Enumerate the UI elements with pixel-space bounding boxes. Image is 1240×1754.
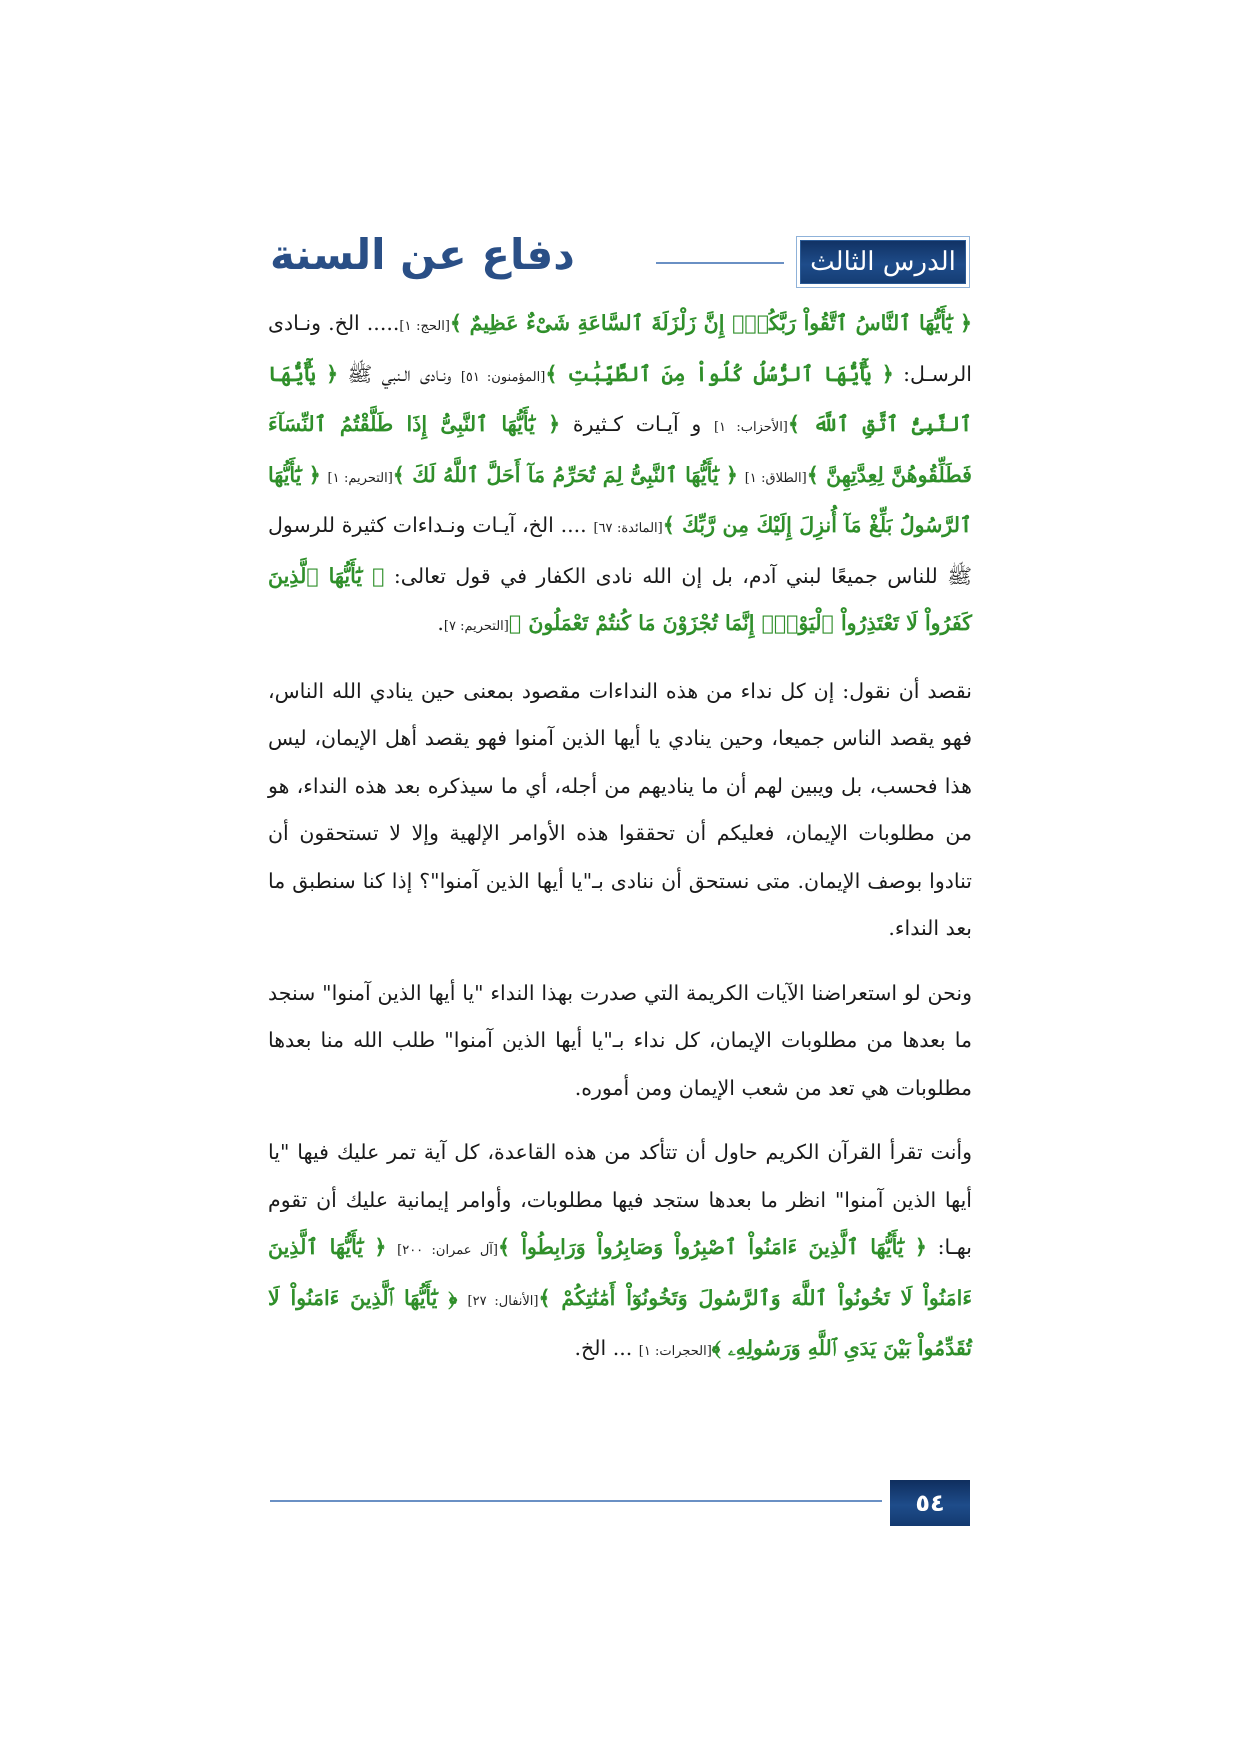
quran-verse: ﴿ يَٰٓأَيُّهَا ٱلرَّسُولُ بَلِّغْ مَآ أُنزِلَ إِلَيْكَ مِن رَّبِّكَ ﴾ bbox=[268, 462, 973, 537]
quran-verse: ﴿ يَٰٓأَيُّهَا ٱلَّذِينَ كَفَرُواْ لَا تَعْتَذِرُواْ ٱلْيَوْمَۖ إِنَّمَا تُجْزَوْنَ مَا كُنتُمْ تَعْمَلُونَ ﴾ bbox=[268, 563, 972, 635]
body-text: وأنت تقرأ القرآن الكريم حاول أن تتأكد من هذه القاعدة، كل آية تمر عليك فيها "يا أيها الذين آمنوا" انظر ما بعدها ستجد فيها مطلوبات، وأوامر إيمانية عليك أن تقوم بهـا: bbox=[268, 1140, 972, 1259]
footer-divider bbox=[270, 1500, 882, 1502]
verse-reference: [التحريم: ٧] bbox=[443, 619, 509, 634]
page-footer bbox=[270, 1480, 970, 1528]
quran-verse: ﴿ يَٰٓأَيُّهَا ٱلرُّسُلُ كُلُواْ مِنَ ٱلطَّيِّبَٰتِ ﴾ bbox=[545, 361, 894, 386]
paragraph-reading bbox=[268, 1129, 972, 1376]
body-text: . bbox=[437, 611, 444, 635]
header-divider bbox=[656, 262, 784, 264]
body-text bbox=[321, 463, 328, 487]
quran-verse: ﴿ يَٰٓأَيُّهَا ٱلنَّاسُ ٱتَّقُواْ رَبَّكُمْۚ إِنَّ زَلْزَلَةَ ٱلسَّاعَةِ شَىْءٌ عَظِيمٌ ﴾ bbox=[449, 311, 972, 335]
quran-verse: ﴿ يَٰٓأَيُّهَا ٱلَّذِينَ ءَامَنُواْ لَا تَخُونُواْ ٱللَّهَ وَٱلرَّسُولَ وَتَخُونُوٓاْ أَمَٰنَٰتِكُمْ ﴾ bbox=[268, 1235, 972, 1310]
body-text: .... الخ، آيـات ونـداءات كثيرة للرسول ﷺ للناس جميعًا لبني آدم، بل إن الله نادى الكفار في قول تعالى: bbox=[268, 513, 972, 588]
quran-verse: ﴿ يَٰٓأَيُّهَا ٱلنَّبِىُّ ٱتَّقِ ٱللَّهَ ﴾ bbox=[268, 361, 972, 436]
body-text: ونـادى الـنبي ﷺ bbox=[338, 361, 461, 386]
quran-verse: ﴿ يَٰٓأَيُّهَا ٱلَّذِينَ ءَامَنُواْ ٱصْبِرُواْ وَصَابِرُواْ وَرَابِطُواْ ﴾ bbox=[497, 1235, 927, 1259]
body-text: و آيـات كـثيرة bbox=[560, 412, 714, 436]
quran-verse: ﴿ يَٰٓأَيُّهَا ٱلنَّبِىُّ لِمَ تُحَرِّمُ مَآ أَحَلَّ ٱللَّهُ لَكَ ﴾ bbox=[392, 462, 738, 487]
verse-reference: [آل عمران: ٢٠٠] bbox=[397, 1243, 498, 1258]
verse-reference: [المائدة: ٦٧] bbox=[593, 521, 663, 536]
verse-reference: [المؤمنون: ٥١] bbox=[460, 369, 546, 385]
verse-reference: [الحج: ١] bbox=[399, 319, 450, 334]
lesson-badge: الدرس الثالث bbox=[796, 236, 970, 288]
page-header bbox=[270, 230, 970, 288]
body-text bbox=[457, 1286, 467, 1310]
quran-verse: ﴿ يَٰٓأَيُّهَا ٱلنَّبِىُّ إِذَا طَلَّقْتُمُ ٱلنِّسَآءَ فَطَلِّقُوهُنَّ لِعِدَّتِهِنَّ ﴾ bbox=[268, 412, 972, 487]
paragraph-verses bbox=[268, 300, 972, 651]
paragraph-review: ونحن لو استعراضنا الآيات الكريمة التي صدرت بهذا النداء "يا أيها الذين آمنوا" سنجد ما بعدها من مطلوبات الإيمان، كل نداء بـ"يا أيها الذين آمنوا" طلب الله منا بعدها مطلوبات هي تعد من شعب الإيمان ومن أموره. bbox=[268, 980, 972, 1100]
verse-reference: [الأحزاب: ١] bbox=[713, 420, 788, 435]
verse-reference: [الطلاق: ١] bbox=[744, 470, 807, 486]
body-text: ..... الخ. ونـادى الرسـل: bbox=[268, 311, 973, 386]
quran-verse: ﴿ يَٰٓأَيُّهَا ٱلَّذِينَ ءَامَنُواْ لَا تُقَدِّمُواْ بَيْنَ يَدَىِ ٱللَّهِ وَرَسُولِهِۦ ﴾ bbox=[268, 1285, 972, 1360]
page-content bbox=[268, 300, 972, 1376]
verse-reference: [الحجرات: ١] bbox=[638, 1344, 712, 1359]
verse-reference: [التحريم: ١] bbox=[327, 470, 393, 486]
paragraph-intent: نقصد أن نقول: إن كل نداء من هذه النداءات مقصود بمعنى حين ينادي الله الناس، فهو يقصد الناس جميعا، وحين ينادي يا أيها الذين آمنوا فهو يقصد أهل الإيمان، ليس هذا فحسب، بل ويبين لهم أن ما يناديهم من أجله، أي ما سيذكره بعد هذه النداء، هو من مطلوبات الإيمان، فعليكم أن تحققوا هذه الأوامر الإلهية وإلا لا تستحقون أن تنادوا بوصف الإيمان. متى نستحق أن ننادى بـ"يا أيها الذين آمنوا"؟ إذا كنا سنطبق ما بعد النداء. bbox=[268, 678, 972, 940]
book-title: دفاع عن السنة bbox=[270, 230, 575, 279]
page-number: ٥٤ bbox=[890, 1480, 970, 1526]
body-text bbox=[738, 463, 745, 487]
verse-reference: [الأنفال: ٢٧] bbox=[467, 1293, 539, 1309]
body-text bbox=[386, 1235, 397, 1259]
body-text: ... الخ. bbox=[574, 1336, 639, 1360]
